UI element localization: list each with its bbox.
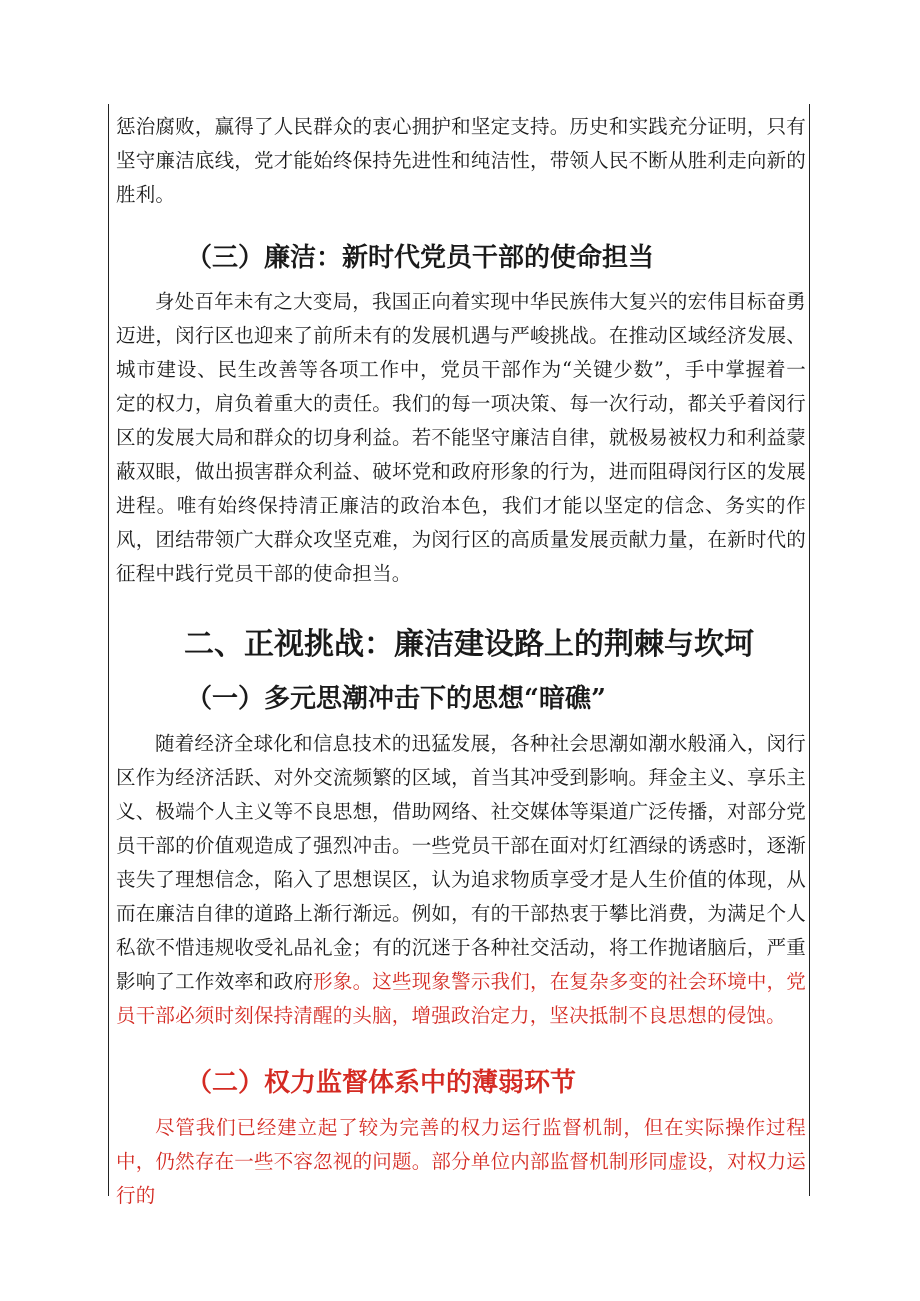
paragraph-text-black: 随着经济全球化和信息技术的迅猛发展，各种社会思潮如潮水般涌入，闵行区作为经济活跃、对外交流频繁的区域，首当其冲受到影响。拜金主义、享乐主义、极端个人主义等不良思想，借助网络、社交媒体等渠道广泛传播，对部分党员干部的价值观造成了强烈冲击。一些党员干部在面对灯红酒绿的诱惑时，逐渐丧失了理想信念，陷入了思想误区，认为追求物质享受才是人生价值的体现，从而在廉洁自律的道路上渐行渐远。例如，有的干部热衷于攀比消费，为满足个人私欲不惜违规收受礼品礼金；有的沉迷于各种社交活动，将工作抛诸脑后，严重影响了工作效率和政府 xyxy=(116,732,806,993)
paragraph-text-red: 形象。这些现象警示我们，在复杂多变的社会环境中，党员干部必须时刻保持清醒的头脑，增强政治定力，坚决抵制不良思想的侵蚀。 xyxy=(116,970,806,1027)
heading-section-3: （三）廉洁：新时代党员干部的使命担当 xyxy=(186,243,655,273)
paragraph-continuation: 惩治腐败，赢得了人民群众的衷心拥护和坚定支持。历史和实践充分证明，只有坚守廉洁底线，党才能始终保持先进性和纯洁性，带领人民不断从胜利走向新的胜利。 xyxy=(116,115,806,206)
heading-subsection-1: （一）多元思潮冲击下的思想“暗礁” xyxy=(186,684,606,714)
paragraph-integrity-mission: 身处百年未有之大变局，我国正向着实现中华民族伟大复兴的宏伟目标奋勇迈进，闵行区也迎来了前所未有的发展机遇与严峻挑战。在推动区域经济发展、城市建设、民生改善等各项工作中，党员干部作为“关键少数”，手中掌握着一定的权力，肩负着重大的责任。我们的每一项决策、每一次行动，都关乎着闵行区的发展大局和群众的切身利益。若不能坚守廉洁自律，就极易被权力和利益蒙蔽双眼，做出损害群众利益、破坏党和政府形象的行为，进而阻碍闵行区的发展进程。唯有始终保持清正廉洁的政治本色，我们才能以坚定的信念、务实的作风，团结带领广大群众攻坚克难，为闵行区的高质量发展贡献力量，在新时代的征程中践行党员干部的使命担当。 xyxy=(116,290,806,585)
document-body xyxy=(116,104,806,1213)
paragraph-supervision-weakness: 尽管我们已经建立起了较为完善的权力运行监督机制，但在实际操作过程中，仍然存在一些不容忽视的问题。部分单位内部监督机制形同虚设，对权力运行的 xyxy=(116,1116,806,1207)
paragraph-ideological-trends xyxy=(116,727,806,1033)
heading-subsection-2: （二）权力监督体系中的薄弱环节 xyxy=(186,1068,577,1098)
heading-chapter-2: 二、正视挑战：廉洁建设路上的荆棘与坎坷 xyxy=(184,627,754,662)
